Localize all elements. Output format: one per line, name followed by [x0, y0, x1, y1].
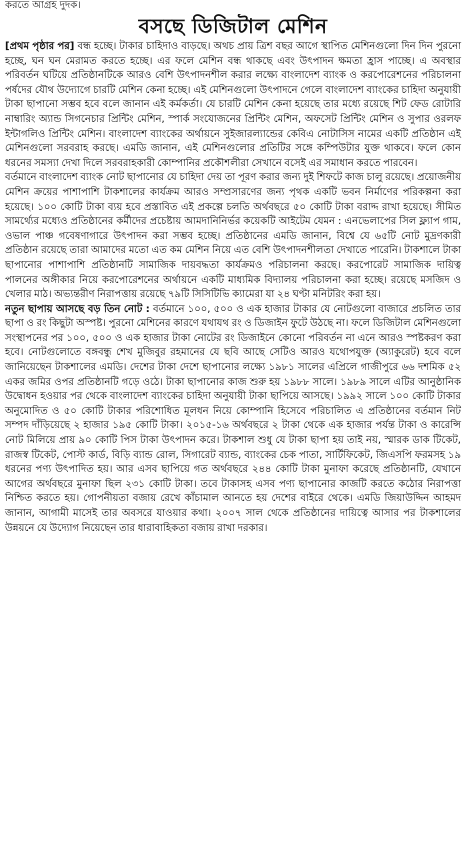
article-paragraph-2 — [5, 171, 461, 302]
paragraph-2-text: বর্তমানে বাংলাদেশ ব্যাংক নোট ছাপানোর যে চাহিদা দেয় তা পূরণ করার জন্য দুই শিফটে কাজ চালু রয়েছে। প্রয়োজনীয় মেশিন ক্রয়ের পাশাপাশি টাকশালের কার্যক্রম আরও সম্প্রসারণের জন্য পৃথক একটি ভবন নির্মাণের পরিকল্পনা করা হয়েছে। ১০০ কোটি টাকা ব্যয় হবে প্রস্তাবিত এই প্রকল্পে চলতি অর্থবছরে ৫০ কোটি টাকা বরাদ্দ রাখা হয়েছে। সীমিত সামর্থ্যের মধ্যেও প্রতিষ্ঠানের কর্মীদের প্রচেষ্টায় আমদানিনির্ভর কয়েকটি আইটেম যেমন : এনভেলাপের সিল ফ্ল্যাপ গাম, ওভাল পাঞ্চ গবেষণাগারে উৎপাদন করা সম্ভব হচ্ছে। প্রতিষ্ঠানের এমডি জানান, বিশ্বে যে ৬৫টি নোট মুদ্রণকারী প্রতিষ্ঠান রয়েছে তারা আমাদের মতো এত কম মেশিন নিয়ে এত বেশি উৎপাদনশীলতা দেখাতে পারেনি। টাকশালে টাকা ছাপানোর পাশাপাশি প্রতিষ্ঠানটি সামাজিক দায়বদ্ধতা কার্যক্রমও পরিচালনা করছে। করপোরেট সামাজিক দায়িত্ব পালনের অঙ্গীকার নিয়ে করপোরেশনের অর্থায়নে একটি মাধ্যমিক বিদ্যালয় পরিচালনা করা হচ্ছে। রয়েছে মসজিদ ও খেলার মাঠ। অভ্যন্তরীণ নিরাপত্তায় রয়েছে ৭৯টি সিসিটিভি ক্যামেরা যা ২৪ ঘণ্টা মনিটরিং করা হয়। — [5, 172, 461, 301]
previous-column-end: করতে আগ্রহ দুদক। — [5, 0, 81, 11]
paragraph-3-text: বর্তমানে ১০০, ৫০০ ও এক হাজার টাকার যে নোটগুলো বাজারে প্রচলিত তার ছাপা ও রং কিছুটা অস্পষ্ট। পুরনো মেশিনের কারণে যথাযথ রং ও ডিজাইন ফুটে উঠছে না। ফলে ডিজিটাল মেশিনগুলো সংস্থাপনের পর ১০০, ৫০০ ও এক হাজার টাকা নোটের রং ডিজাইনে কোনো পরিবর্তন না এনে আরও স্পষ্টকরণ করা হবে। নোটগুলোতে বঙ্গবন্ধু শেখ মুজিবুর রহমানের যে ছবি আছে সেটিও আরও যথোপযুক্ত (অ্যাকুরেট) হবে বলে জানিয়েছেন টাকশালের এমডি। দেশের টাকা দেশে ছাপানোর লক্ষ্যে ১৯৮১ সালের এপ্রিলে গাজীপুরে ৬৬ দশমিক ৫২ একর জমির ওপর প্রতিষ্ঠানটি গড়ে ওঠে। টাকা ছাপানোর কাজ শুরু হয় ১৯৮৮ সালে। ১৯৮৯ সালে এটির আনুষ্ঠানিক উদ্বোধন হওয়ার পর থেকে বাংলাদেশ ব্যাংকের চাহিদা অনুযায়ী টাকা ছাপিয়ে আসছে। ১৯৯২ সালে ১০০ কোটি টাকার অনুমোদিত ও ৫০ কোটি টাকার পরিশোধিত মূলধন নিয়ে কোম্পানি হিসেবে পরিচালিত এ প্রতিষ্ঠানের বর্তমান নিট সম্পদ দাঁড়িয়েছে ২ হাজার ১৯৫ কোটি টাকা। ২০১৫-১৬ অর্থবছরে ২ টাকা থেকে এক হাজার পর্যন্ত টাকা ও কারেন্সি নোট মিলিয়ে প্রায় ৯০ কোটি পিস টাকা উৎপাদন করে। টাকশাল শুধু যে টাকা ছাপা হয় তাই নয়, স্মারক ডাক টিকেট, রাজস্ব টিকেট, পোস্ট কার্ড, বিড়ি ব্যান্ড রোল, সিগারেট ব্যান্ড, ব্যাংকের চেক পাতা, সার্টিফিকেট, জিএসপি ফরমসহ ১৯ ধরনের পণ্য উৎপাদিত হয়। আর এসব ছাপিয়ে গত অর্থবছরে ২৪৪ কোটি টাকা মুনাফা করেছে প্রতিষ্ঠানটি, যেখানে আগের অর্থবছরে মুনাফা ছিল ২৩১ কোটি টাকা। তবে টাকাসহ এসব পণ্য ছাপানোর কাজটি করতে কঠোর নিরাপত্তা নিশ্চিত করতে হয়। গোপনীয়তা বজায় রেখে কাঁচামাল আনতে হয় দেশের বাইরে থেকে। এমডি জিয়াউদ্দিন আহমদ জানান, আগামী মাসেই তার অবসরে যাওয়ার কথা। ২০০৭ সাল থেকে প্রতিষ্ঠানের দায়িত্বে আসার পর টাকশালের উন্নয়নে যে উদ্যোগ নিয়েছেন তার ধারাবাহিকতা বজায় রাখা দরকার। — [5, 303, 461, 534]
article-paragraph-1 — [5, 40, 461, 171]
article-paragraph-3 — [5, 303, 461, 537]
article-headline: বসছে ডিজিটাল মেশিন — [138, 14, 328, 38]
paragraph-1-text: বন্ধ হচ্ছে। টাকার চাহিদাও বাড়ছে। অথচ প্রায় ত্রিশ বছর আগে স্থাপিত মেশিনগুলো দিন দিন পুরনো হচ্ছে, ঘন ঘন মেরামত করতে হচ্ছে। এর ফলে মেশিন বন্ধ থাকছে এবং উৎপাদন ক্ষমতা হ্রাস পাচ্ছে। এ অবস্থার পরিবর্তন ঘটিয়ে প্রতিষ্ঠানটিকে আরও বেশি উৎপাদনশীল করার লক্ষ্যে বাংলাদেশ ব্যাংক ও করপোরেশনের পরিচালনা পর্ষদের যৌথ উদ্যোগে চারটি মেশিন কেনা হচ্ছে। এই মেশিনগুলো উৎপাদনে গেলে বাংলাদেশ ব্যাংকের চাহিদা অনুযায়ী টাকা ছাপানো সম্ভব হবে বলে জানান এই কর্মকর্তা। যে চারটি মেশিন কেনা হয়েছে তার মধ্যে রয়েছে শিট ফেড রোটারি নাম্বারিং অ্যান্ড সিগনেচার প্রিন্টিং মেশিন, স্পার্ক সংযোজনের প্রিন্টিং মেশিন, অফসেট প্রিন্টিং মেশিন ও সুপার ওরলফ ইন্টাগলিও প্রিন্টিং মেশিন। বাংলাদেশ ব্যাংকের অর্থায়নে সুইজারল্যান্ডের কেবিএ নোটাসিস নামের একটি প্রতিষ্ঠান এই মেশিনগুলো সরবরাহ করছে। এমডি জানান, এই মেশিনগুলোর প্রতিটির সঙ্গে কম্পিউটার যুক্ত থাকবে। ফলে কোন ধরনের সমস্যা দেখা দিলে সরবরাহকারী কোম্পানির প্রকৌশলীরা সেখানে বসেই এর সমাধান করতে পারবেন। — [5, 41, 461, 169]
continuation-label: [প্রথম পৃষ্ঠার পর] — [5, 41, 75, 52]
section-subhead: নতুন ছাপায় আসছে বড় তিন নোট : — [5, 303, 150, 315]
